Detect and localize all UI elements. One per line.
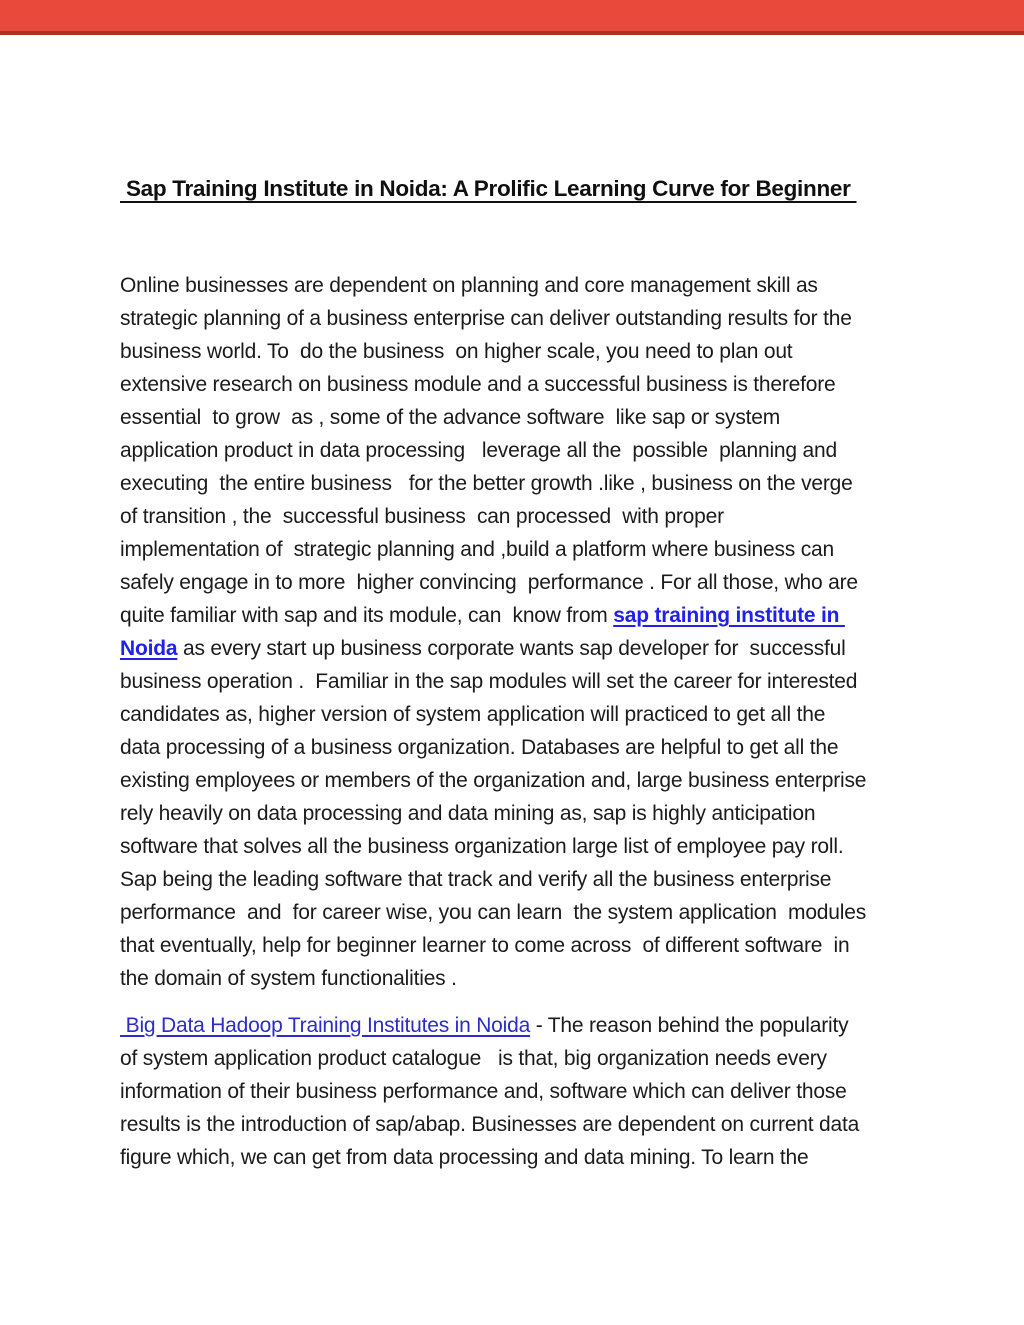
text-line [120,962,914,995]
text-run: Sap being the leading software that track and verify all the business enterprise [120,868,832,891]
text-line [120,335,914,368]
text-line [120,368,914,401]
text-run: - The reason behind the popularity [530,1014,849,1037]
text-line [120,797,914,830]
text-run: candidates as, higher version of system application will practiced to get all the [120,703,826,726]
text-run: of transition , the successful business can processed with proper [120,505,724,528]
text-line [120,599,914,632]
article [0,35,1024,1174]
text-run: data processing of a business organization. Databases are helpful to get all the [120,736,839,759]
text-line [120,302,914,335]
text-line [120,1108,914,1141]
text-line [120,434,914,467]
text-line [120,1009,914,1042]
text-line [120,731,914,764]
text-line [120,1075,914,1108]
paragraph-1 [120,269,914,995]
text-run: safely engage in to more higher convincing performance . For all those, who are [120,571,858,594]
text-run: implementation of strategic planning and ,build a platform where business can [120,538,834,561]
text-line [120,500,914,533]
text-run: that eventually, help for beginner learner to come across of different software in [120,934,850,957]
text-run: the domain of system functionalities . [120,967,457,990]
text-run: executing the entire business for the better growth .like , business on the verge [120,472,853,495]
text-line [120,467,914,500]
text-run: application product in data processing leverage all the possible planning and [120,439,837,462]
text-line [120,566,914,599]
text-run: existing employees or members of the organization and, large business enterprise [120,769,867,792]
sap-training-institute-in-noida-link[interactable]: sap training institute in [613,604,845,627]
text-run: business world. To do the business on higher scale, you need to plan out [120,340,793,363]
text-line [120,632,914,665]
article-title: Sap Training Institute in Noida: A Prolific Learning Curve for Beginner [120,176,857,201]
text-line [120,830,914,863]
text-run: of system application product catalogue is that, big organization needs every [120,1047,827,1070]
sap-training-institute-in-noida-link[interactable]: Noida [120,637,178,660]
text-line [120,401,914,434]
text-line [120,698,914,731]
text-run: extensive research on business module and a successful business is therefore [120,373,836,396]
text-run: quite familiar with sap and its module, can know from [120,604,614,627]
text-run: performance and for career wise, you can learn the system application modules [120,901,867,924]
header-bar [0,0,1024,35]
text-run: essential to grow as , some of the advance software like sap or system [120,406,781,429]
text-line [120,269,914,302]
text-line [120,896,914,929]
text-run: software that solves all the business organization large list of employee pay roll. [120,835,844,858]
text-line [120,929,914,962]
text-run: strategic planning of a business enterprise can deliver outstanding results for the [120,307,852,330]
text-run: as every start up business corporate wants sap developer for successful [177,637,846,660]
text-run: business operation . Familiar in the sap modules will set the career for interested [120,670,858,693]
text-line [120,665,914,698]
text-run: Online businesses are dependent on planning and core management skill as [120,274,818,297]
text-line [120,533,914,566]
text-line [120,764,914,797]
text-line [120,1042,914,1075]
paragraph-2 [120,1009,914,1174]
text-line [120,863,914,896]
text-run: figure which, we can get from data processing and data mining. To learn the [120,1146,809,1169]
text-run: results is the introduction of sap/abap. Businesses are dependent on current data [120,1113,860,1136]
big-data-hadoop-training-institutes-link[interactable]: Big Data Hadoop Training Institutes in Noida [120,1014,531,1037]
text-run: information of their business performance and, software which can deliver those [120,1080,847,1103]
text-line [120,1141,914,1174]
text-run: rely heavily on data processing and data mining as, sap is highly anticipation [120,802,816,825]
